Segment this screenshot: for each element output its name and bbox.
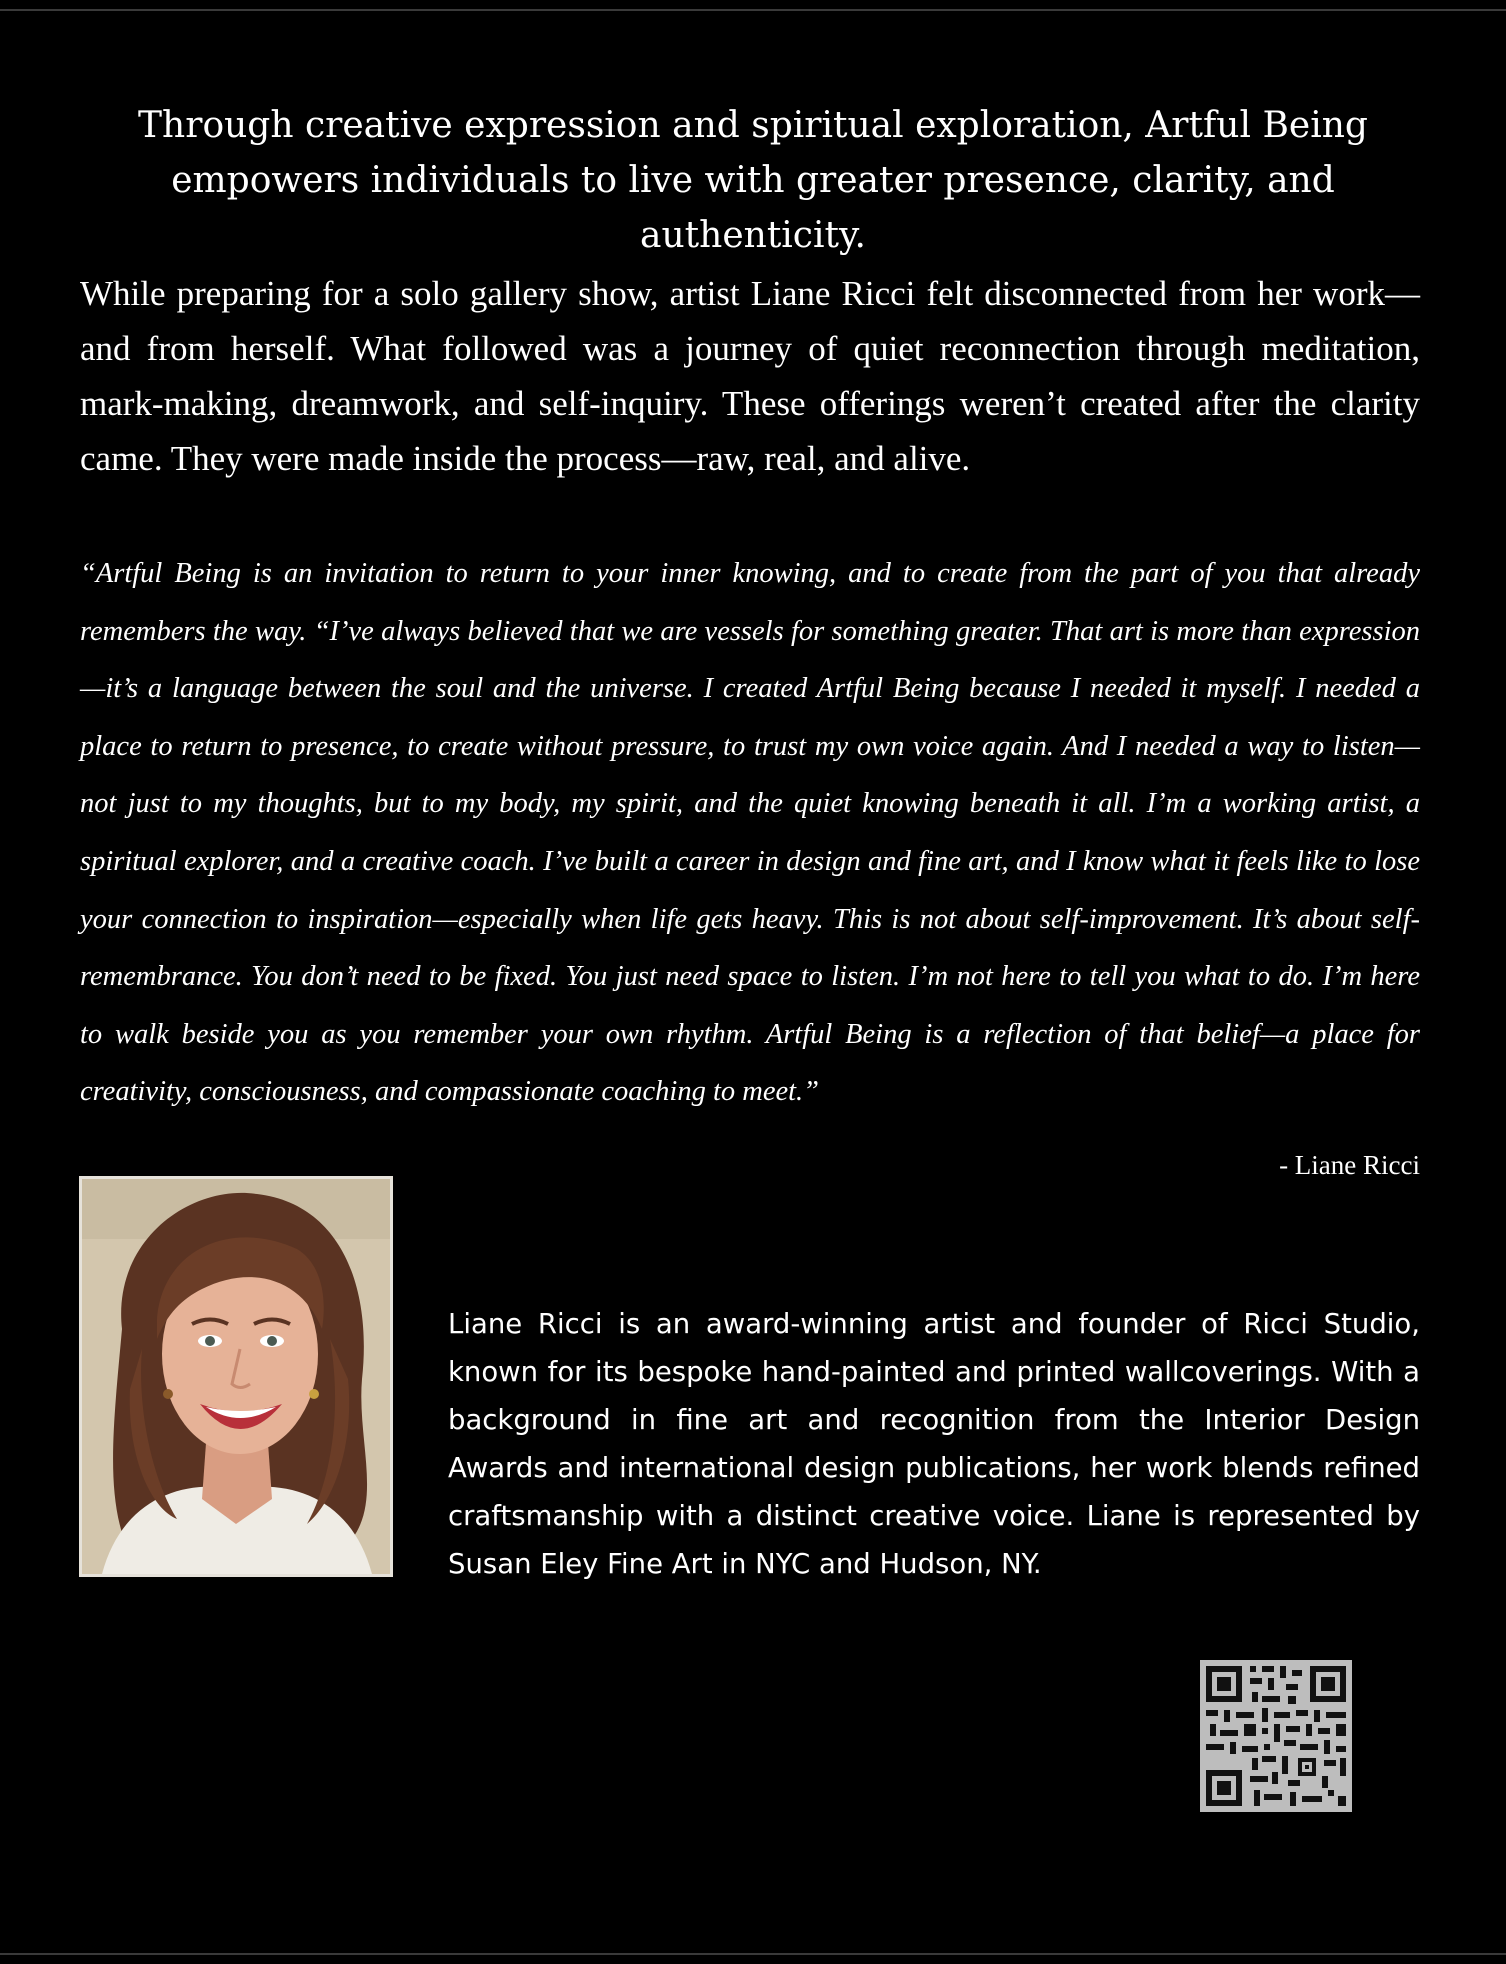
artist-bio: Liane Ricci is an award-winning artist and founder of Ricci Studio, known for its bespoke hand-painted and printed wallcoverings. With a background in fine art and recognition from the Interior Design Awards and international design publications, her work blends refined craftsmanship with a distinct creative voice. Liane is represented by Susan Eley Fine Art in NYC and Hudson, NY. <box>448 1308 1420 1580</box>
artist-portrait <box>79 1176 393 1577</box>
tagline: Through creative expression and spiritual exploration, Artful Being empowers individuals to live with greater presence, clarity, and authenticity. <box>138 105 1368 256</box>
bottom-divider <box>0 1953 1506 1955</box>
artist-quote: “Artful Being is an invitation to return to your inner knowing, and to create from the part of you that already remembers the way. “I’ve always believed that we are vessels for something greater. That art is more than expression—it’s a language between the soul and the universe. I created Artful Being because I needed it myself. I needed a place to return to presence, to create without pressure, to trust my own voice again. And I needed a way to listen—not just to my thoughts, but to my body, my spirit, and the quiet knowing beneath it all. I’m a working artist, a spiritual explorer, and a creative coach. I’ve built a career in design and fine art, and I know what it feels like to lose your connection to inspiration—especially when life gets heavy. This is not about self-improvement. It’s about self-remembrance. You don’t need to be fixed. You just need space to listen. I’m not here to tell you what to do. I’m here to walk beside you as you remember your own rhythm. Artful Being is a reflection of that belief—a place for creativity, consciousness, and compassionate coaching to meet.” <box>80 558 1420 1108</box>
top-divider <box>0 9 1506 11</box>
qr-code[interactable] <box>1200 1660 1352 1812</box>
intro-paragraph: While preparing for a solo gallery show, artist Liane Ricci felt disconnected from her work—and from herself. What followed was a journey of quiet reconnection through meditation, mark-making, dreamwork, and self-inquiry. These offerings weren’t created after the clarity came. They were made inside the process—raw, real, and alive. <box>80 274 1420 478</box>
quote-attribution: - Liane Ricci <box>1279 1150 1420 1180</box>
